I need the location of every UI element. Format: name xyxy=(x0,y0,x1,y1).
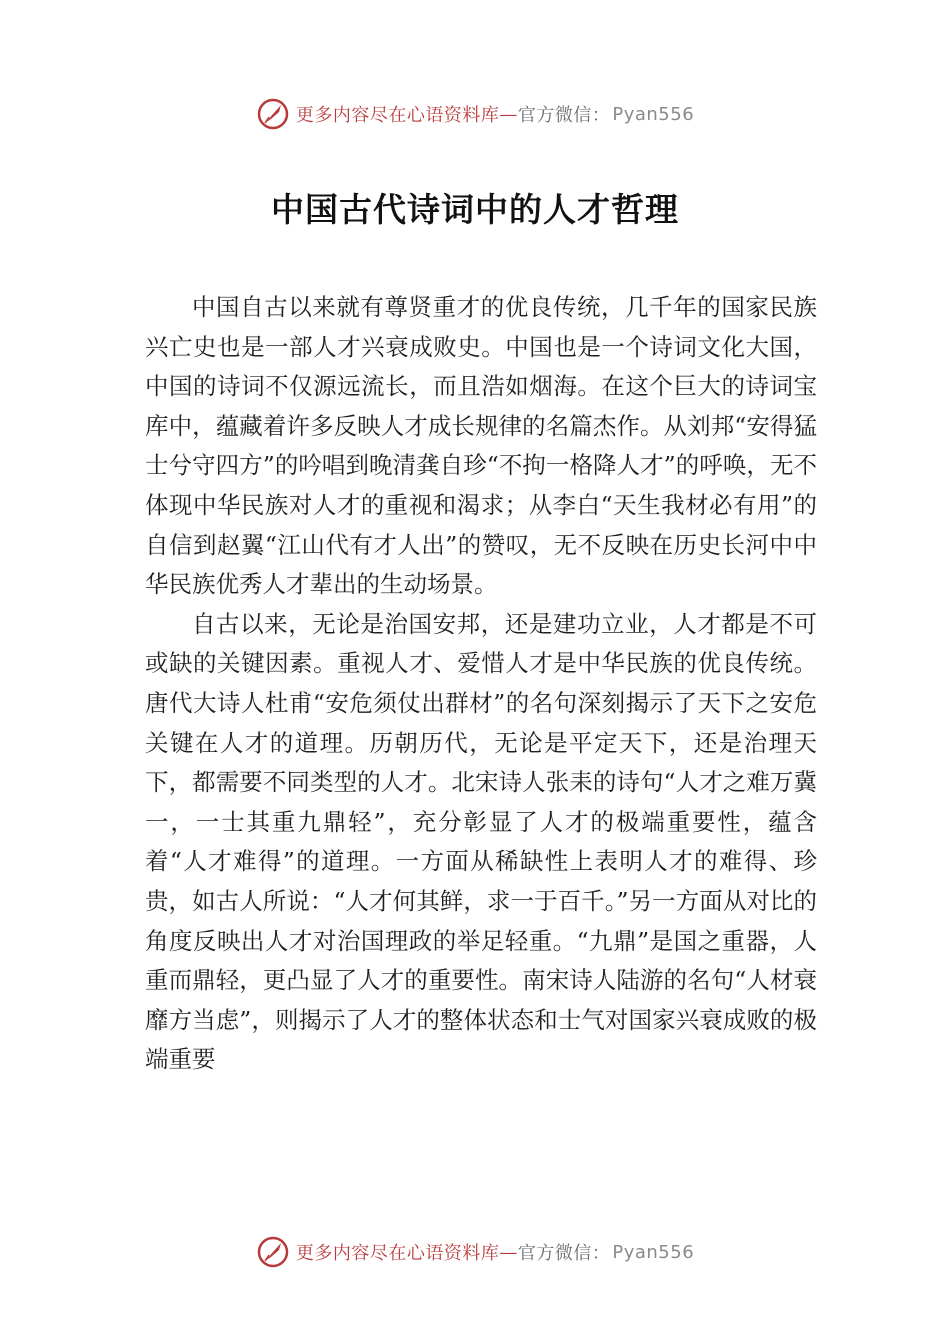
banner-site-text: 更多内容尽在心语资料库 xyxy=(295,105,500,126)
banner-wechat-label: 官方微信： xyxy=(517,1243,611,1264)
article-body xyxy=(145,288,817,1080)
banner-dash: — xyxy=(499,1241,518,1263)
page-title: 中国古代诗词中的人才哲理 xyxy=(271,190,679,229)
banner-dash: — xyxy=(499,103,518,125)
banner-wechat-label: 官方微信： xyxy=(517,105,611,126)
banner-site-text: 更多内容尽在心语资料库 xyxy=(295,1243,500,1264)
footer-banner xyxy=(0,1232,950,1272)
paragraph-2: 自古以来，无论是治国安邦，还是建功立业，人才都是不可或缺的关键因素。重视人才、爱惜人才是中华民族的优良传统。唐代大诗人杜甫“安危须仗出群材”的名句深刻揭示了天下之安危关键在人才的道理。历朝历代，无论是平定天下，还是治理天下，都需要不同类型的人才。北宋诗人张耒的诗句“人才之难万冀一，一士其重九鼎轻”，充分彰显了人才的极端重要性，蕴含着“人才难得”的道理。一方面从稀缺性上表明人才的难得、珍贵，如古人所说：“人才何其鲜，求一于百千。”另一方面从对比的角度反映出人才对治国理政的举足轻重。“九鼎”是国之重器，人重而鼎轻，更凸显了人才的重要性。南宋诗人陆游的名句“人材衰靡方当虑”，则揭示了人才的整体状态和士气对国家兴衰成败的极端重要 xyxy=(145,609,817,1074)
banner-wechat-id: Pyan556 xyxy=(612,1241,695,1263)
quill-logo-icon xyxy=(256,1235,290,1269)
paragraph-1: 中国自古以来就有尊贤重才的优良传统，几千年的国家民族兴亡史也是一部人才兴衰成败史。中国也是一个诗词文化大国，中国的诗词不仅源远流长，而且浩如烟海。在这个巨大的诗词宝库中，蕴藏着许多反映人才成长规律的名篇杰作。从刘邦“安得猛士兮守四方”的吟唱到晚清龚自珍“不拘一格降人才”的呼唤，无不体现中华民族对人才的重视和渴求；从李白“天生我材必有用”的自信到赵翼“江山代有才人出”的赞叹，无不反映在历史长河中中华民族优秀人才辈出的生动场景。 xyxy=(145,293,817,599)
quill-logo-icon xyxy=(256,97,290,131)
banner-wechat-id: Pyan556 xyxy=(612,103,695,125)
header-banner xyxy=(0,94,950,134)
